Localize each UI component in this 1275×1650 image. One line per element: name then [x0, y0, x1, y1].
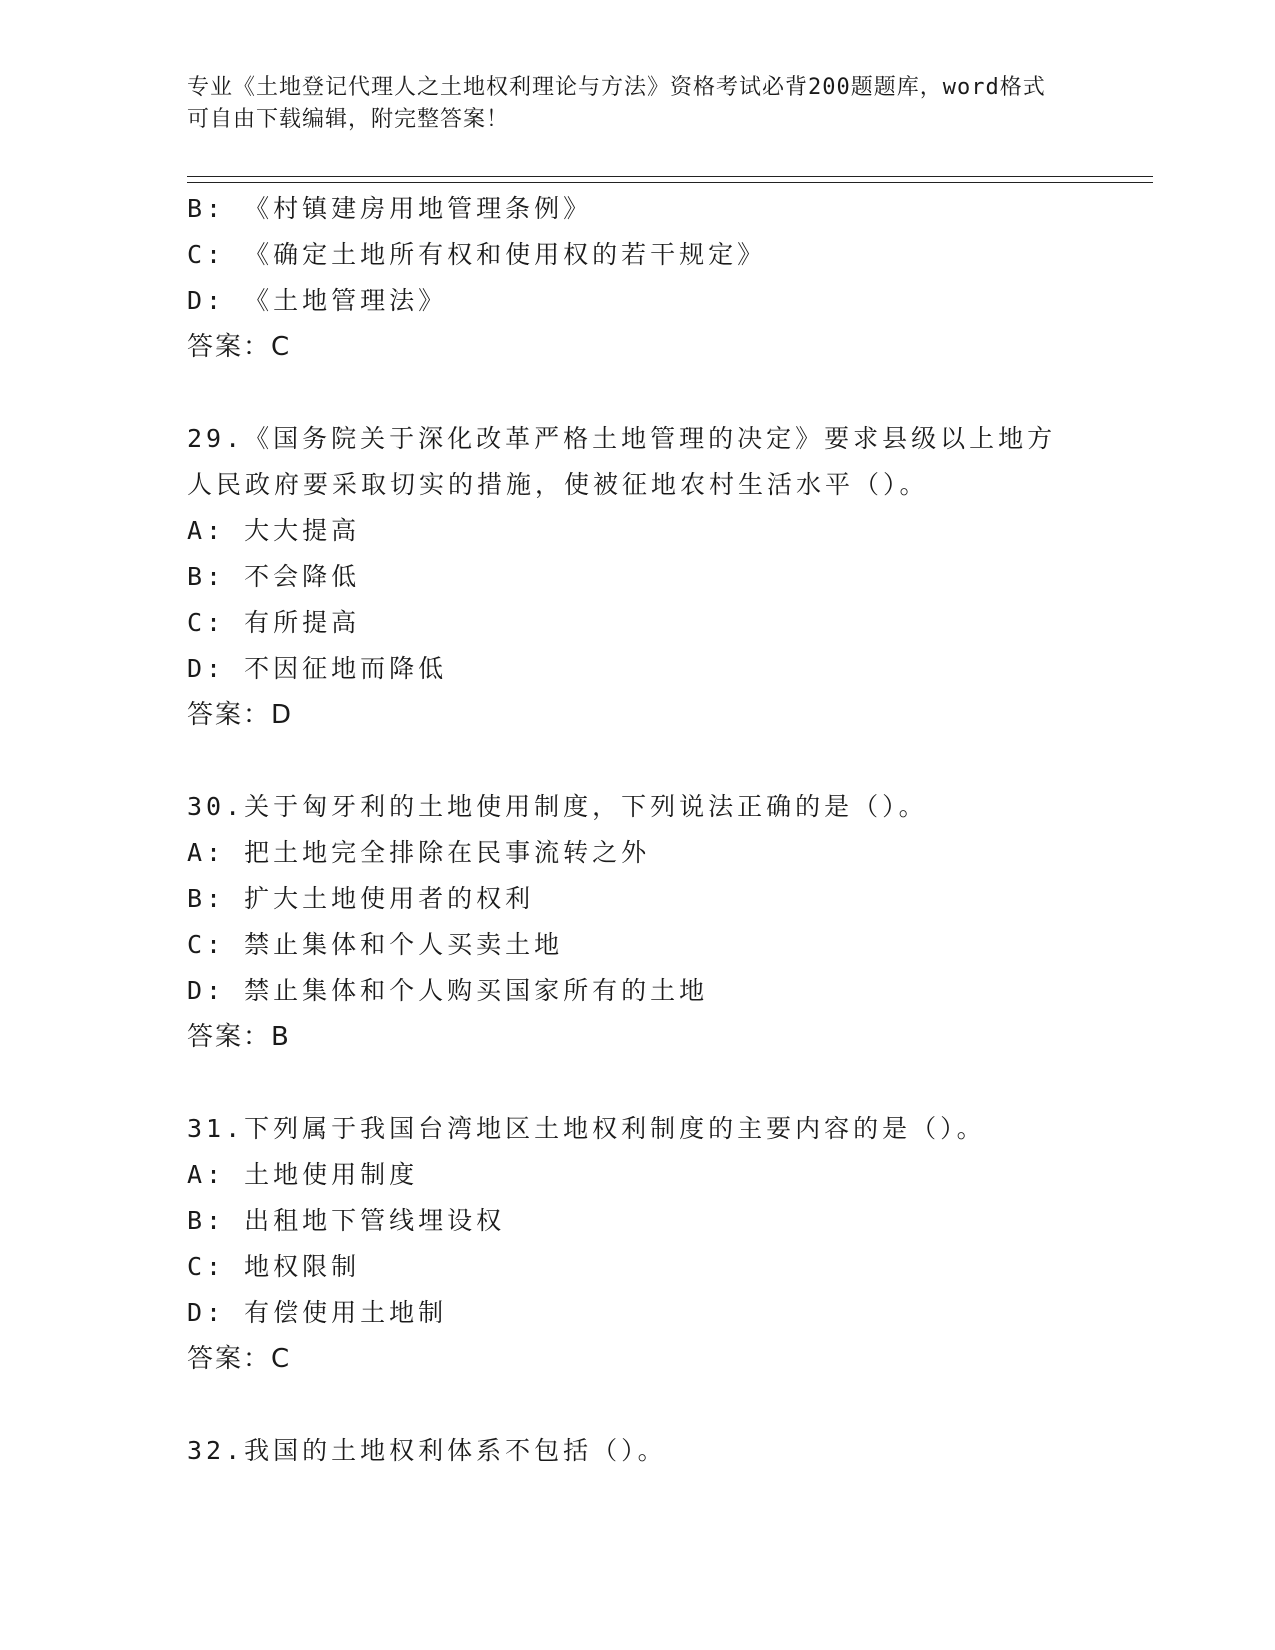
- answer-line: 答案：C: [187, 1344, 292, 1374]
- question-28: [187, 186, 1087, 370]
- answer-line: 答案：D: [187, 700, 294, 730]
- question-stem: 29.《国务院关于深化改革严格土地管理的决定》要求县级以上地方人民政府要采取切实的措施，使被征地农村生活水平（）。: [187, 424, 1057, 499]
- option-d: D: 《土地管理法》: [187, 286, 448, 315]
- header-rule-bottom: [187, 182, 1153, 183]
- spacer: [187, 1060, 1087, 1106]
- question-29: [187, 416, 1087, 738]
- option-d: D: 有偿使用土地制: [187, 1298, 448, 1327]
- document-header: 专业《土地登记代理人之土地权利理论与方法》资格考试必背200题题库，word格式可自由下载编辑，附完整答案！: [187, 75, 1046, 132]
- question-31: [187, 1106, 1087, 1382]
- option-a: A: 把土地完全排除在民事流转之外: [187, 838, 651, 867]
- question-stem: 30.关于匈牙利的土地使用制度，下列说法正确的是（）。: [187, 792, 928, 821]
- header-rule-top: [187, 176, 1153, 177]
- option-b: B: 《村镇建房用地管理条例》: [187, 194, 593, 223]
- option-d: D: 禁止集体和个人购买国家所有的土地: [187, 976, 709, 1005]
- spacer: [187, 1382, 1087, 1428]
- option-c: C: 地权限制: [187, 1252, 361, 1281]
- spacer: [187, 738, 1087, 784]
- option-c: C: 《确定土地所有权和使用权的若干规定》: [187, 240, 767, 269]
- question-32: [187, 1428, 1087, 1474]
- option-c: C: 有所提高: [187, 608, 361, 637]
- question-stem: 32.我国的土地权利体系不包括（）。: [187, 1436, 667, 1465]
- option-b: B: 扩大土地使用者的权利: [187, 884, 535, 913]
- option-a: A: 大大提高: [187, 516, 361, 545]
- option-c: C: 禁止集体和个人买卖土地: [187, 930, 564, 959]
- option-d: D: 不因征地而降低: [187, 654, 448, 683]
- question-30: [187, 784, 1087, 1060]
- answer-line: 答案：B: [187, 1022, 291, 1052]
- question-stem: 31.下列属于我国台湾地区土地权利制度的主要内容的是（）。: [187, 1114, 986, 1143]
- spacer: [187, 370, 1087, 416]
- answer-line: 答案：C: [187, 332, 292, 362]
- option-b: B: 不会降低: [187, 562, 361, 591]
- option-b: B: 出租地下管线埋设权: [187, 1206, 506, 1235]
- option-a: A: 土地使用制度: [187, 1160, 419, 1189]
- question-list: [187, 186, 1087, 1474]
